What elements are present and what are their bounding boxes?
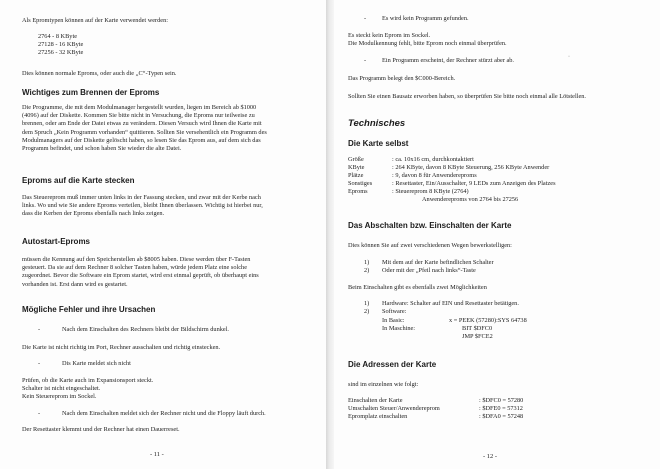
error-card-not-responding: Dis Karte meldet sich nicht <box>62 360 131 367</box>
error-dark-screen: Nach dem Einschalten des Rechners bleibt der Bildschirm dunkel. <box>62 326 229 333</box>
book-gutter <box>326 0 334 469</box>
bullet-dash: - <box>38 410 41 417</box>
text-line: Modulmanagers auf der Diskette gelöscht haben, so lesen Sie das Eprom aus, auf dem sich das <box>22 136 261 144</box>
causes-card-not-responding <box>22 377 153 402</box>
cause-program-crashes: Das Programm belegt den $C000-Bereich. <box>348 75 456 82</box>
table-row <box>348 172 556 180</box>
basic-label: In Basic: <box>382 317 405 324</box>
paragraph-burning-eproms <box>22 104 267 153</box>
text-line: Programm befindet, und schon haben Sie wieder die alte Datei. <box>22 145 182 153</box>
bullet-dash: - <box>364 57 367 64</box>
table-row <box>348 156 556 164</box>
table-row <box>348 164 556 172</box>
spec-label: Plätze <box>348 172 364 179</box>
address-label: Umschalten Steuer/Anwendereprom <box>348 405 440 412</box>
spec-value: : Steuereprom 8 KByte (2764) <box>392 188 469 195</box>
bullet-dash: - <box>38 326 41 333</box>
page-number: - 12 - <box>483 452 498 460</box>
list-number: 1) <box>364 300 370 307</box>
text-line: Prüfen, ob die Karte auch im Expansionsport steckt. <box>22 377 154 384</box>
text-line: dem Spruch „Kein Programm vorhanden“ quittieren. Sollten Sie versehentlich ein Programm des <box>22 128 267 136</box>
error-floppy-runs: Nach dem Einschalten meldet sich der Rechner nicht und die Floppy läuft durch. <box>62 410 266 417</box>
switch-intro: Dies können Sie auf zwei verschiedenen Wegen bewerkstelligen: <box>348 242 512 249</box>
address-value: : $DFE0 = 57312 <box>479 405 523 412</box>
eprom-types-note: Dies können normale Eproms, oder auch die „C“-Typen sein. <box>22 70 177 77</box>
table-row <box>348 188 556 196</box>
bullet-dash: - <box>38 360 41 367</box>
basic-code: x = PEEK (57280):SYS 64738 <box>449 317 527 324</box>
heading-possible-errors: Mögliche Fehler und ihre Ursachen <box>22 305 156 314</box>
spec-value: : 9, davon 8 für Anwendereproms <box>392 172 477 179</box>
bullet-dash: - <box>364 15 367 22</box>
spec-value: : ca. 10x16 cm, durchkontaktiert <box>392 156 474 163</box>
left-page <box>0 0 326 469</box>
text-line: links. Wo und wie Sie andere Eproms verteilen, bleibt Ihnen überlassen. Wichtig ist hierbei nur, <box>22 202 263 210</box>
table-row <box>348 180 556 188</box>
heading-switch-card: Das Abschalten bzw. Einschalten der Karte <box>348 221 512 230</box>
text-line: (4096) auf der Diskette. Kommen Sie bitte nicht in Versuchung, die Eproms nur teilweise zu <box>22 112 255 120</box>
table-row <box>348 413 523 421</box>
table-row <box>348 405 523 413</box>
spec-label: Eproms <box>348 188 368 195</box>
text-line: Kein Steuereprom im Sockel. <box>22 393 97 401</box>
error-no-program: Es wird kein Programm gefunden. <box>382 15 469 22</box>
spec-label: Sonstiges <box>348 180 373 187</box>
text-line: Es steckt kein Eprom im Sockel. <box>348 32 431 39</box>
switch-way: Oder mit der „Pfeil nach links“-Taste <box>382 267 476 274</box>
text-line: vorhanden ist. Erst dann wird es gestartet. <box>22 280 128 288</box>
spec-label: KByte <box>348 164 365 171</box>
print-speck: · <box>568 54 570 60</box>
heading-insert-eproms: Eproms auf die Karte stecken <box>22 176 135 185</box>
page-number: - 11 - <box>150 450 164 458</box>
paragraph-insert-eproms <box>22 194 263 219</box>
right-page <box>334 0 660 469</box>
address-label: Epromplatz einschalten <box>348 413 408 420</box>
spec-label <box>348 196 392 204</box>
text-line: zugeordnet. Bevor die Software ein Eprom startet, wird erst einmal geprüft, ob überhaupt eins <box>22 272 259 280</box>
text-line: dass die Kerben der Eproms ebenfalls nach links zeigen. <box>22 210 165 218</box>
text-line: gesteuert. Da sie auf dem Rechner 8 solcher Tasten haben, würde jedem Platz eine solche <box>22 264 247 272</box>
switch-way: Mit dem auf der Karte befindlichen Schalter <box>382 259 494 266</box>
text-line: Die Modulkennung fehlt, bitte Eprom noch einmal überprüfen. <box>348 40 507 48</box>
text-line: Schalter ist nicht eingeschaltet. <box>22 385 101 393</box>
spec-value: : 264 KByte, davon 8 KByte Steuerung, 256 KByte Anwender <box>392 164 550 171</box>
machine-code-line: BIT $DFC0 <box>462 325 493 332</box>
text-line: müssen die Kennung auf den Speicherstellen ab $8005 haben. Diese werden über F-Tasten <box>22 256 251 263</box>
table-row <box>348 397 523 405</box>
address-value: : $DFC0 = 57280 <box>479 397 524 404</box>
table-row <box>348 196 556 204</box>
text-line: brennen, oder am Ende der Datei etwas zu verändern. Diesen Versuch wird Ihnen die Karte mit <box>22 120 262 128</box>
address-label: Einschalten der Karte <box>348 397 403 404</box>
eprom-types-list <box>38 33 83 58</box>
card-specs-table <box>348 156 556 204</box>
list-number: 2) <box>364 308 370 315</box>
list-number: 1) <box>364 259 370 266</box>
addresses-intro: sind im einzelnen wie folgt: <box>348 381 419 388</box>
heading-card-addresses: Die Adressen der Karte <box>348 360 437 369</box>
address-value: : $DFA0 = 57248 <box>479 413 524 420</box>
list-number: 2) <box>364 267 370 274</box>
machine-label: In Maschine: <box>382 325 416 332</box>
kit-note: Sollten Sie einen Bausatz erworben haben, so überprüfen Sie bitte noch einmal alle Lötstellen. <box>348 93 586 100</box>
cause-dark-screen: Die Karte ist nicht richtig im Port, Rechner ausschalten und richtig einstecken. <box>22 344 221 351</box>
heading-technical: Technisches <box>348 118 406 129</box>
address-table <box>348 397 523 421</box>
spec-label: Größe <box>348 156 364 163</box>
eprom-type-item: 27128 - 16 KByte <box>38 41 84 49</box>
eprom-type-item: 2764 - 8 KByte <box>38 33 78 40</box>
heading-card-itself: Die Karte selbst <box>348 139 409 148</box>
poweron-software: Software: <box>382 308 407 315</box>
text-line: Die Programme, die mit dem Modulmanager hergestellt wurden, liegen im Bereich ab $1000 <box>22 104 257 111</box>
paragraph-autostart-eproms <box>22 256 259 289</box>
cause-floppy-runs: Der Resettaster klemmt und der Rechner hat einen Dauerreset. <box>22 426 180 433</box>
poweron-intro: Beim Einschalten gibt es ebenfalls zwei Möglichkeiten <box>348 284 487 291</box>
machine-code-line: JMP $FCE2 <box>462 333 493 340</box>
eprom-types-intro: Als Epromtypen können auf der Karte verwendet werden: <box>22 17 168 24</box>
spec-value: Anwendereproms von 2764 bis 27256 <box>422 196 519 203</box>
text-line: Das Steuereprom muß immer unten links in der Fassung stecken, und zwar mit der Kerbe nach <box>22 194 261 201</box>
heading-autostart-eproms: Autostart-Eproms <box>22 237 91 246</box>
spec-value: : Resettaster, Ein/Ausschalter, 9 LEDs zum Anzeigen des Platzes <box>392 180 556 187</box>
heading-burning-eproms: Wichtiges zum Brennen der Eproms <box>22 88 160 97</box>
eprom-type-item: 27256 - 32 KByte <box>38 49 84 57</box>
error-program-crashes: Ein Programm erscheint, der Rechner stürzt aber ab. <box>382 57 515 64</box>
poweron-hardware: Hardware: Schalter auf EIN und Resettaster betätigen. <box>382 300 519 307</box>
causes-no-program <box>348 32 507 48</box>
